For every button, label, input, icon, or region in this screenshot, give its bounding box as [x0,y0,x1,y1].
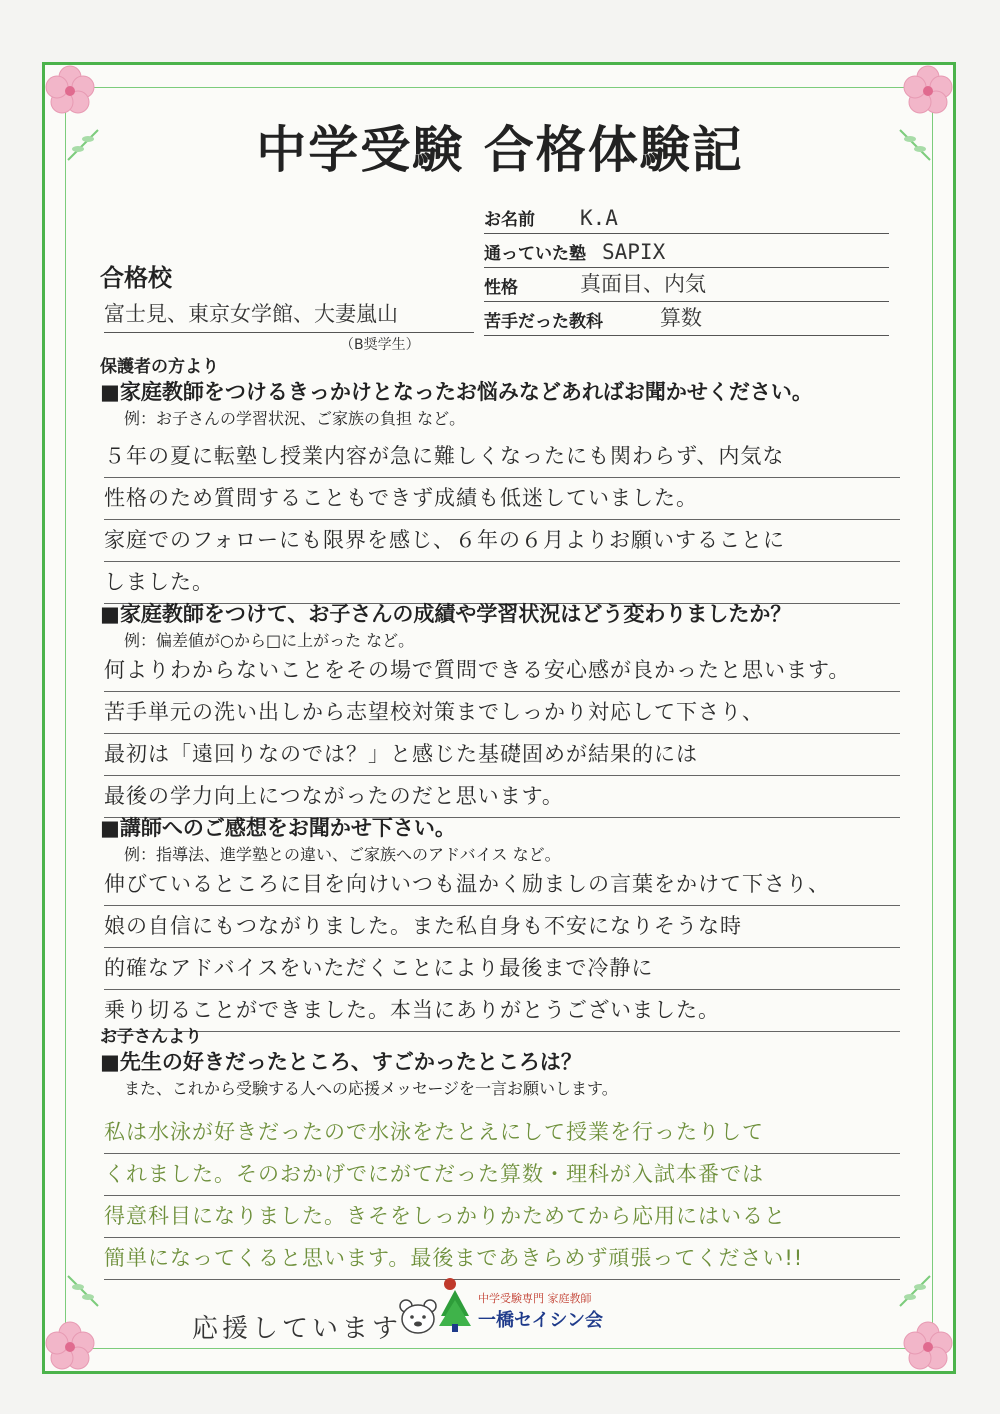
profile-box [484,200,889,336]
answer-line: ５年の夏に転塾し授業内容が急に難しくなったにも関わらず、内気な [104,436,900,478]
answer-line: 苦手単元の洗い出しから志望校対策までしっかり対応して下さり、 [104,692,900,734]
answer-line: 性格のため質問することもできず成績も低迷していました。 [104,478,900,520]
logo-company-name: 一橋セイシン会 [478,1310,604,1331]
question-4-example: また、これから受験する人への応援メッセージを一言お願いします。 [124,1079,618,1098]
child-section-intro: お子さんより [100,1027,202,1047]
profile-row-weak-subject [484,302,889,336]
answer-line: 私は水泳が好きだったので水泳をたとえにして授業を行ったりして [104,1112,900,1154]
answer-line: 得意科目になりました。きそをしっかりかためてから応用にはいると [104,1196,900,1238]
page-title: 中学受験 合格体験記 [256,120,744,179]
personality-label: 性格 [484,278,518,298]
answer-line: 簡単になってくると思います。最後まであきらめず頑張ってください!! [104,1238,900,1280]
name-label: お名前 [484,210,535,230]
question-2: ■家庭教師をつけて、お子さんの成績や学習状況はどう変わりましたか？ [100,602,792,626]
answer-line: くれました。そのおかげでにがてだった算数・理科が入試本番では [104,1154,900,1196]
cherry-blossom-icon [893,1311,963,1381]
answer-line: 最後の学力向上につながったのだと思います。 [104,776,900,818]
question-1-example: 例：お子さんの学習状況、ご家族の負担 など。 [124,409,466,428]
question-3: ■講師へのご感想をお聞かせ下さい。 [100,816,456,840]
answer-line: 娘の自信にもつながりました。また私自身も不安になりそうな時 [104,906,900,948]
question-3-example: 例：指導法、進学塾との違い、ご家族へのアドバイス など。 [124,845,561,864]
personality-value: 真面目、内気 [580,272,706,296]
profile-row-cram-school [484,234,889,268]
logo-tagline: 中学受験専門 家庭教師 [478,1292,592,1305]
answer-line: 家庭でのフォローにも限界を感じ、６年の６月よりお願いすることに [104,520,900,562]
passed-schools-heading: 合格校 [100,264,172,292]
cherry-blossom-icon [35,1311,105,1381]
answer-line: 乗り切ることができました。本当にありがとうございました。 [104,990,900,1032]
cheer-message: 応援しています [192,1314,403,1344]
passed-schools-value: 富士見、東京女学館、大妻嵐山 [104,298,474,333]
leaf-sprig-icon [895,1271,935,1311]
answer-line: 最初は「遠回りなのでは？」と感じた基礎固めが結果的には [104,734,900,776]
answer-4 [104,1112,900,1280]
answer-3 [104,864,900,1032]
bear-mascot-icon [396,1296,440,1336]
scholarship-note: （B奨学生） [340,337,420,353]
answer-line: 何よりわからないことをその場で質問できる安心感が良かったと思います。 [104,650,900,692]
cram-school-value: SAPIX [602,240,666,264]
name-value: K.A [580,206,618,230]
question-1: ■家庭教師をつけるきっかけとなったお悩みなどあればお聞かせください。 [100,380,813,404]
question-2-example: 例：偏差値が○から□に上がった など。 [124,631,415,650]
company-logo [438,1276,603,1332]
weak-subject-value: 算数 [660,306,702,330]
tree-logo-icon [438,1276,472,1332]
cram-school-label: 通っていた塾 [484,244,586,264]
weak-subject-label: 苦手だった教科 [484,312,603,332]
answer-line: しました。 [104,562,900,604]
answer-line: 的確なアドバイスをいただくことにより最後まで冷静に [104,948,900,990]
answer-line: 伸びているところに目を向けいつも温かく励ましの言葉をかけて下さり、 [104,864,900,906]
leaf-sprig-icon [63,1271,103,1311]
answer-1 [104,436,900,604]
answer-2 [104,650,900,818]
parent-section-intro: 保護者の方より [100,357,219,377]
question-4: ■先生の好きだったところ、すごかったところは？ [100,1050,582,1074]
profile-row-name [484,200,889,234]
profile-row-personality [484,268,889,302]
